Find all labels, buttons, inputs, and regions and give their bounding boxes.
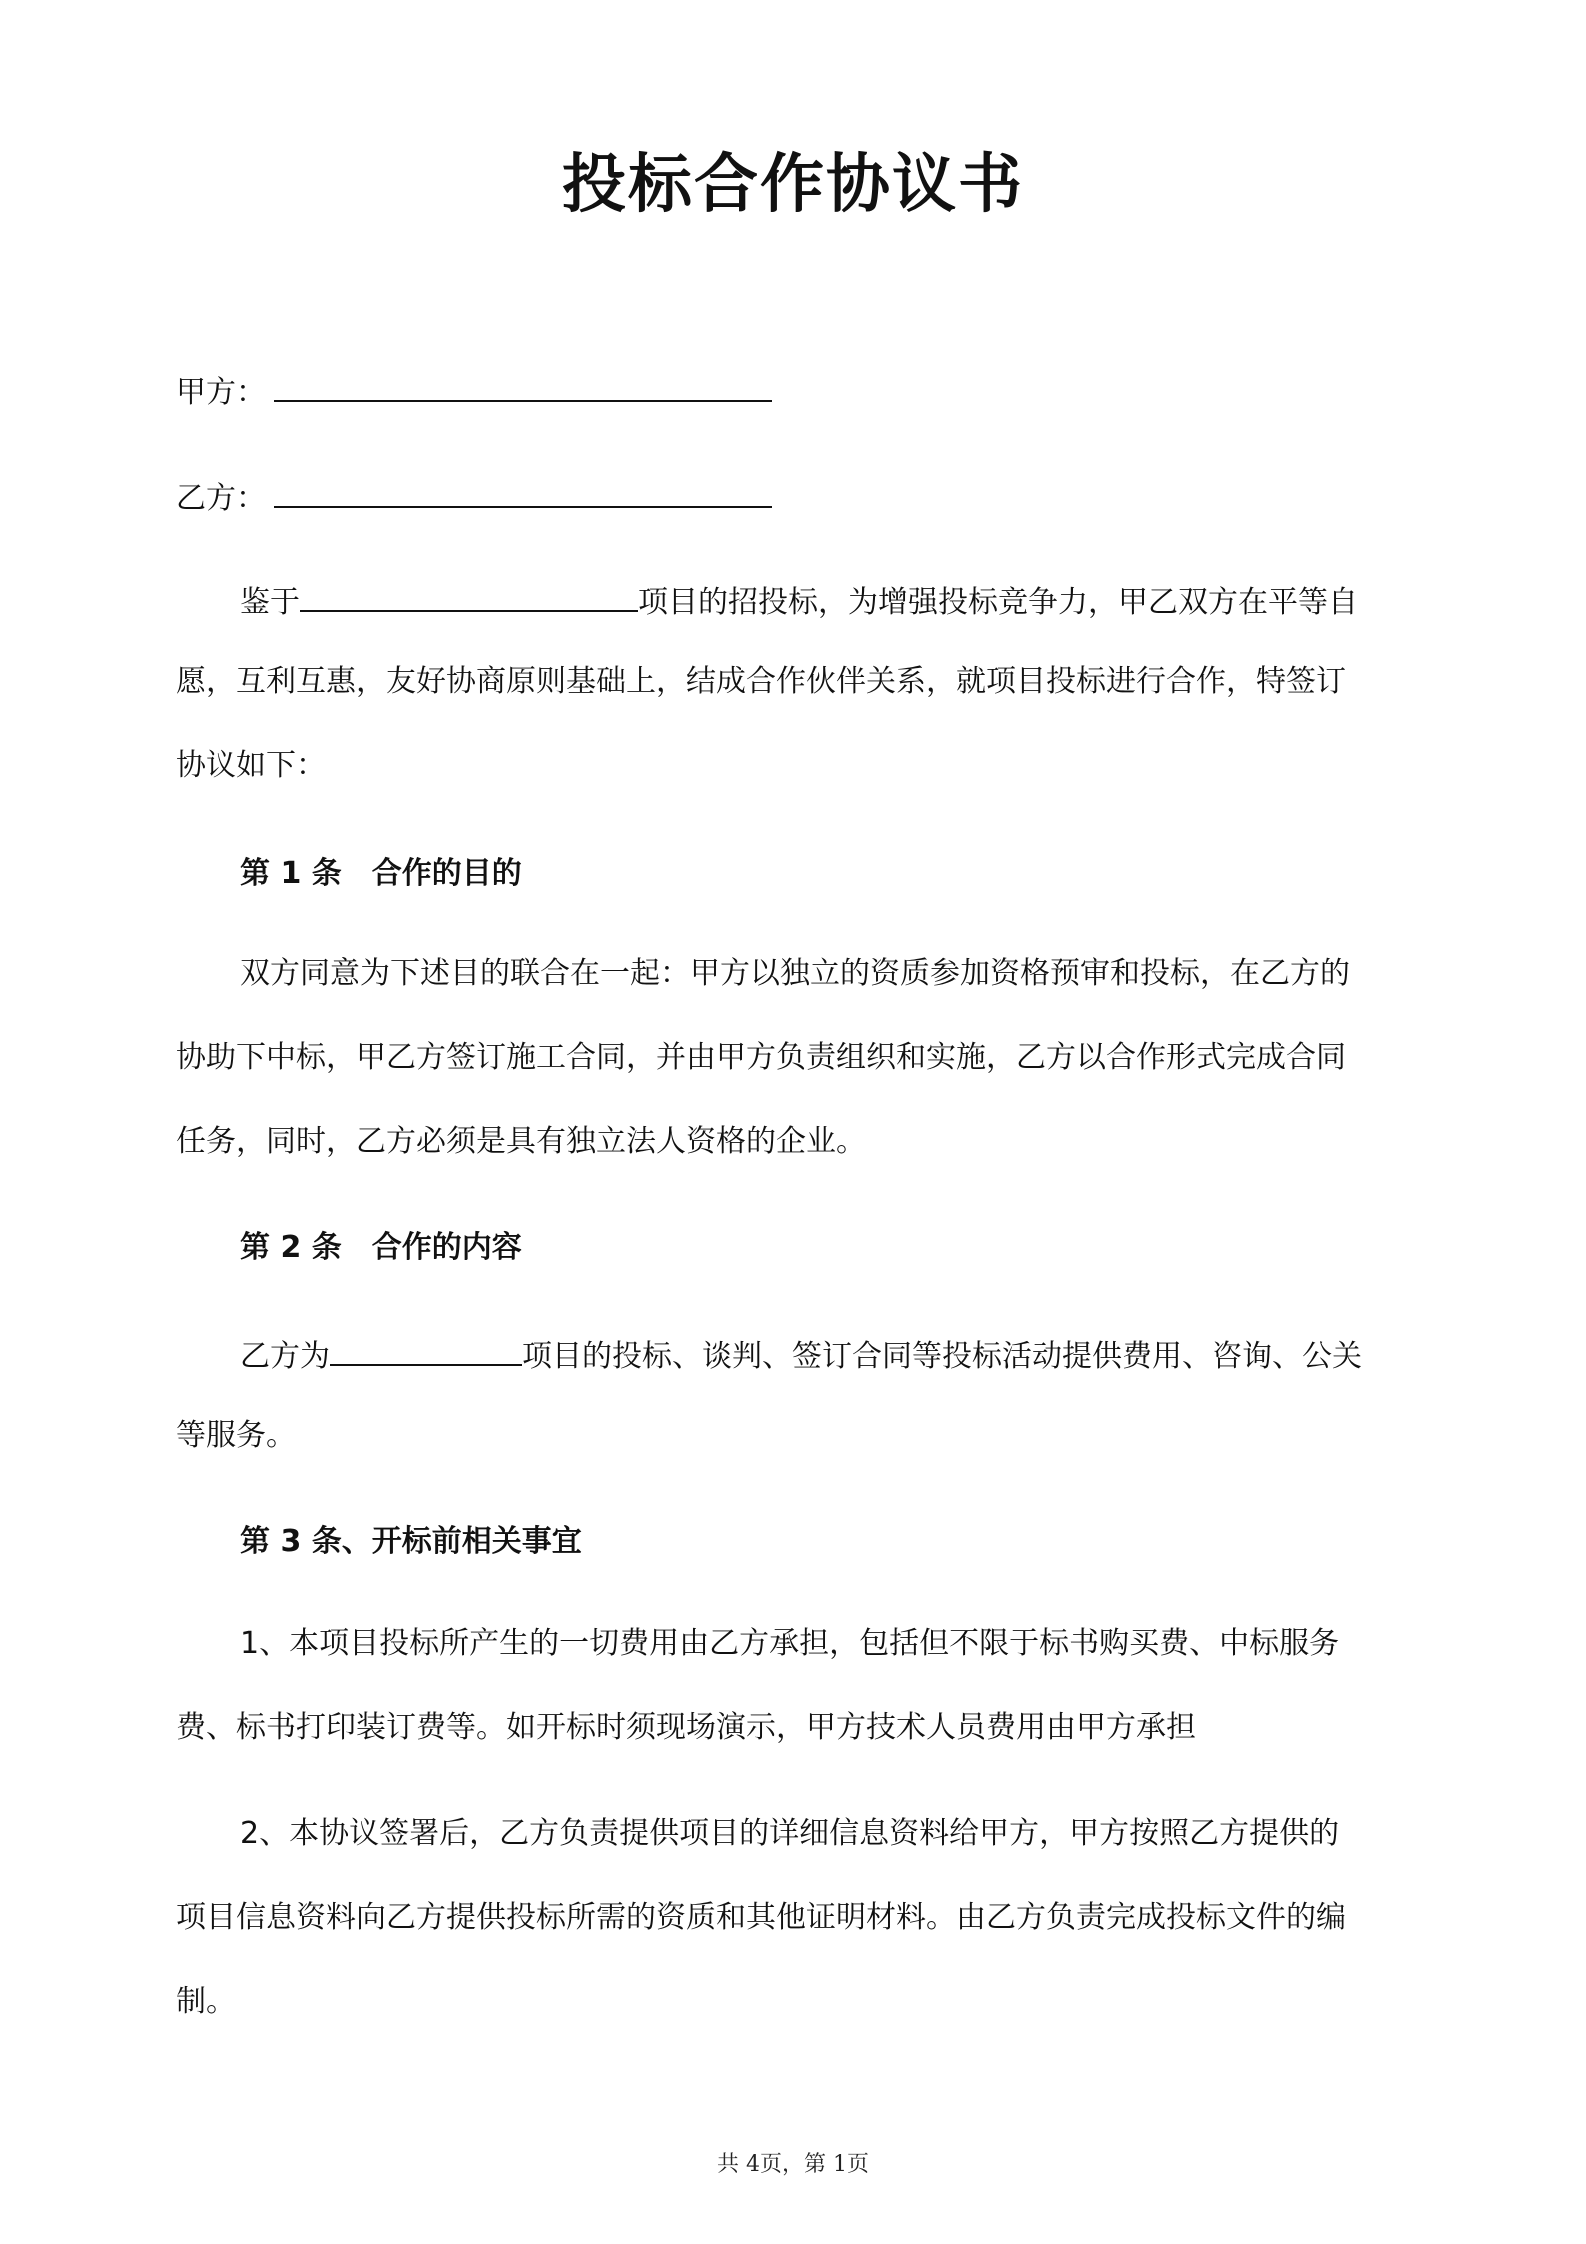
party-b-blank[interactable]: [274, 472, 772, 508]
intro-prefix: 鉴于: [240, 585, 300, 620]
article-3-item-2-line-1: 2、本协议签署后，乙方负责提供项目的详细信息资料给甲方，甲方按照乙方提供的: [240, 1816, 1340, 1851]
service-project-blank[interactable]: [330, 1330, 522, 1366]
article-3-item-1-line-1: 1、本项目投标所产生的一切费用由乙方承担，包括但不限于标书购买费、中标服务: [240, 1626, 1340, 1661]
article-3-heading: 第 3 条、开标前相关事宜: [240, 1524, 582, 1559]
article-1-line-1: 双方同意为下述目的联合在一起：甲方以独立的资质参加资格预审和投标，在乙方的: [240, 956, 1350, 991]
intro-line-3: 协议如下：: [176, 748, 326, 783]
party-a-label: 甲方：: [176, 375, 266, 410]
intro-line-2: 愿，互利互惠，友好协商原则基础上，结成合作伙伴关系，就项目投标进行合作，特签订: [176, 664, 1346, 699]
project-name-blank[interactable]: [300, 576, 638, 612]
article-2-line-1-text: 项目的投标、谈判、签订合同等投标活动提供费用、咨询、公关: [522, 1339, 1362, 1374]
article-1-line-2: 协助下中标，甲乙方签订施工合同，并由甲方负责组织和实施，乙方以合作形式完成合同: [176, 1040, 1346, 1075]
party-b-row: [176, 472, 772, 521]
article-2-heading: 第 2 条 合作的内容: [240, 1230, 522, 1265]
article-2-line-2: 等服务。: [176, 1418, 296, 1453]
intro-line-1-text: 项目的招投标，为增强投标竞争力，甲乙双方在平等自: [638, 585, 1358, 620]
intro-line-1: [240, 576, 1358, 625]
document-title: 投标合作协议书: [562, 148, 1024, 222]
article-3-item-1-line-2: 费、标书打印装订费等。如开标时须现场演示，甲方技术人员费用由甲方承担: [176, 1710, 1196, 1745]
article-3-item-2-line-2: 项目信息资料向乙方提供投标所需的资质和其他证明材料。由乙方负责完成投标文件的编: [176, 1900, 1346, 1935]
article-2-line-1: [240, 1330, 1362, 1379]
page-footer: 共 4页，第 1页: [717, 2152, 869, 2177]
article-3-item-2-line-3: 制。: [176, 1984, 236, 2019]
party-a-blank[interactable]: [274, 366, 772, 402]
article-2-prefix: 乙方为: [240, 1339, 330, 1374]
article-1-line-3: 任务，同时，乙方必须是具有独立法人资格的企业。: [176, 1124, 866, 1159]
party-b-label: 乙方：: [176, 481, 266, 516]
party-a-row: [176, 366, 772, 415]
article-1-heading: 第 1 条 合作的目的: [240, 856, 522, 891]
